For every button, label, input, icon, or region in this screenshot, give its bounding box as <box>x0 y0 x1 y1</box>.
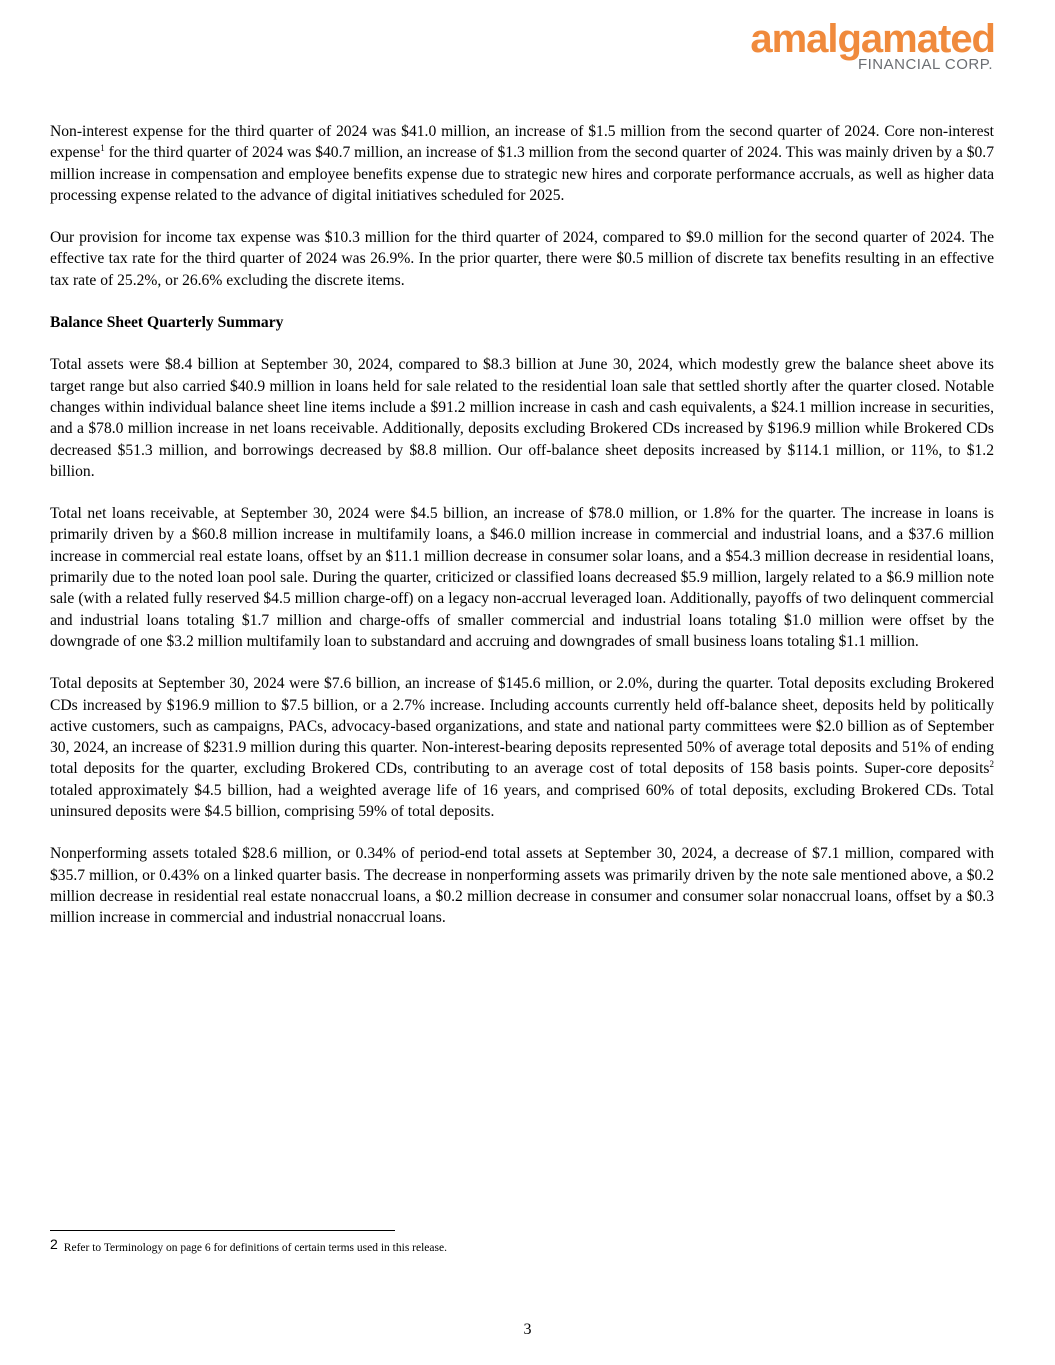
footnote-divider <box>50 1230 395 1231</box>
paragraph-text: Non-interest expense for the third quarter of 2024 was $41.0 million, an increase of $1.5 million from the second quarter of 2024. Core non-interest expense <box>50 123 994 162</box>
paragraph-text: Total deposits at September 30, 2024 were $7.6 billion, an increase of $145.6 million, or 2.0%, during the quarter. Total deposits excluding Brokered CDs increased by $196.9 million to $7.5 billion, or a 2.7% increase. Including accounts currently held off-balance sheet, deposits held by politically active customers, such as campaigns, PACs, advocacy-based organizations, and state and national party committees were $2.0 billion as of September 30, 2024, an increase of $231.9 million during this quarter. Non-interest-bearing deposits represented 50% of average total deposits and 51% of ending total deposits for the quarter, excluding Brokered CDs, contributing to an average cost of total deposits of 158 basis points. Super-core deposits <box>50 675 994 778</box>
page-number: 3 <box>523 1321 532 1338</box>
body-text <box>50 121 994 950</box>
paragraph-text: totaled approximately $4.5 billion, had a weighted average life of 16 years, and comprised 60% of total deposits, excluding Brokered CDs. Total uninsured deposits were $4.5 billion, comprising 59% of total deposits. <box>50 781 994 821</box>
paragraph-noninterest-expense <box>50 121 994 206</box>
footnote-ref: 1 <box>100 143 105 154</box>
paragraph-total-assets: Total assets were $8.4 billion at September 30, 2024, compared to $8.3 billion at June 30, 2024, which modestly grew the balance sheet above its target range but also carried $40.9 million in loans held for sale related to the residential loan sale that settled shortly after the quarter closed. Notable changes within individual balance sheet line items include a $91.2 million increase in cash and cash equivalents, a $24.1 million increase in securities, and a $78.0 million increase in net loans receivable. Additionally, deposits excluding Brokered CDs increased by $196.9 million while Brokered CDs decreased $51.3 million, and borrowings decreased by $8.8 million. Our off-balance sheet deposits increased by $114.1 million, or 11%, to $1.2 billion. <box>50 356 994 480</box>
paragraph-total-deposits <box>50 673 994 822</box>
paragraph-nonperforming-assets: Nonperforming assets totaled $28.6 million, or 0.34% of period-end total assets at September 30, 2024, a decrease of $7.1 million, compared with $35.7 million, or 0.43% on a linked quarter basis. The decrease in nonperforming assets was primarily driven by the note sale mentioned above, a $0.2 million decrease in residential real estate nonaccrual loans, a $0.2 million decrease in consumer and consumer solar nonaccrual loans, offset by a $0.3 million increase in commercial and industrial nonaccrual loans. <box>50 845 994 927</box>
paragraph-text: for the third quarter of 2024 was $40.7 million, an increase of $1.3 million from the second quarter of 2024. This was mainly driven by a $0.7 million increase in compensation and employee benefits expense due to strategic new hires and corporate performance accruals, as well as higher data processing expense related to the advance of digital initiatives scheduled for 2025. <box>50 144 994 204</box>
footnote-number: 2 <box>50 1236 58 1252</box>
paragraph-income-tax: Our provision for income tax expense was $10.3 million for the third quarter of 2024, compared to $9.0 million for the second quarter of 2024. The effective tax rate for the third quarter of 2024 was 26.9%. In the prior quarter, there were $0.5 million of discrete tax benefits resulting in an effective tax rate of 25.2%, or 26.6% excluding the discrete items. <box>50 229 994 289</box>
footnote-text: Refer to Terminology on page 6 for definitions of certain terms used in this release. <box>63 1242 447 1254</box>
logo-subtitle: FINANCIAL CORP. <box>857 56 993 73</box>
section-heading: Balance Sheet Quarterly Summary <box>50 314 284 332</box>
company-logo <box>750 18 995 73</box>
paragraph-net-loans: Total net loans receivable, at September 30, 2024 were $4.5 billion, an increase of $78.0 million, or 1.8% for the quarter. The increase in loans is primarily driven by a $60.8 million increase in multifamily loans, a $46.0 million increase in commercial and industrial loans, and a $37.6 million increase in commercial real estate loans, offset by an $11.1 million decrease in consumer solar loans, and a $54.3 million decrease in residential loans, primarily due to the noted loan pool sale. During the quarter, criticized or classified loans decreased $5.9 million, largely related to a $6.9 million note sale (with a related fully reserved $4.5 million charge-off) on a legacy non-accrual leveraged loan. Additionally, payoffs of two delinquent commercial and industrial loans totaling $1.7 million and charge-offs of smaller commercial and industrial loans totaling $1.0 million were offset by the downgrade of one $3.2 million multifamily loan to substandard and accruing and downgrades of small business loans totaling $1.1 million. <box>50 505 994 650</box>
logo-wordmark: amalgamated <box>750 17 995 61</box>
footnote-ref: 2 <box>989 759 994 770</box>
footnote <box>50 1236 447 1254</box>
